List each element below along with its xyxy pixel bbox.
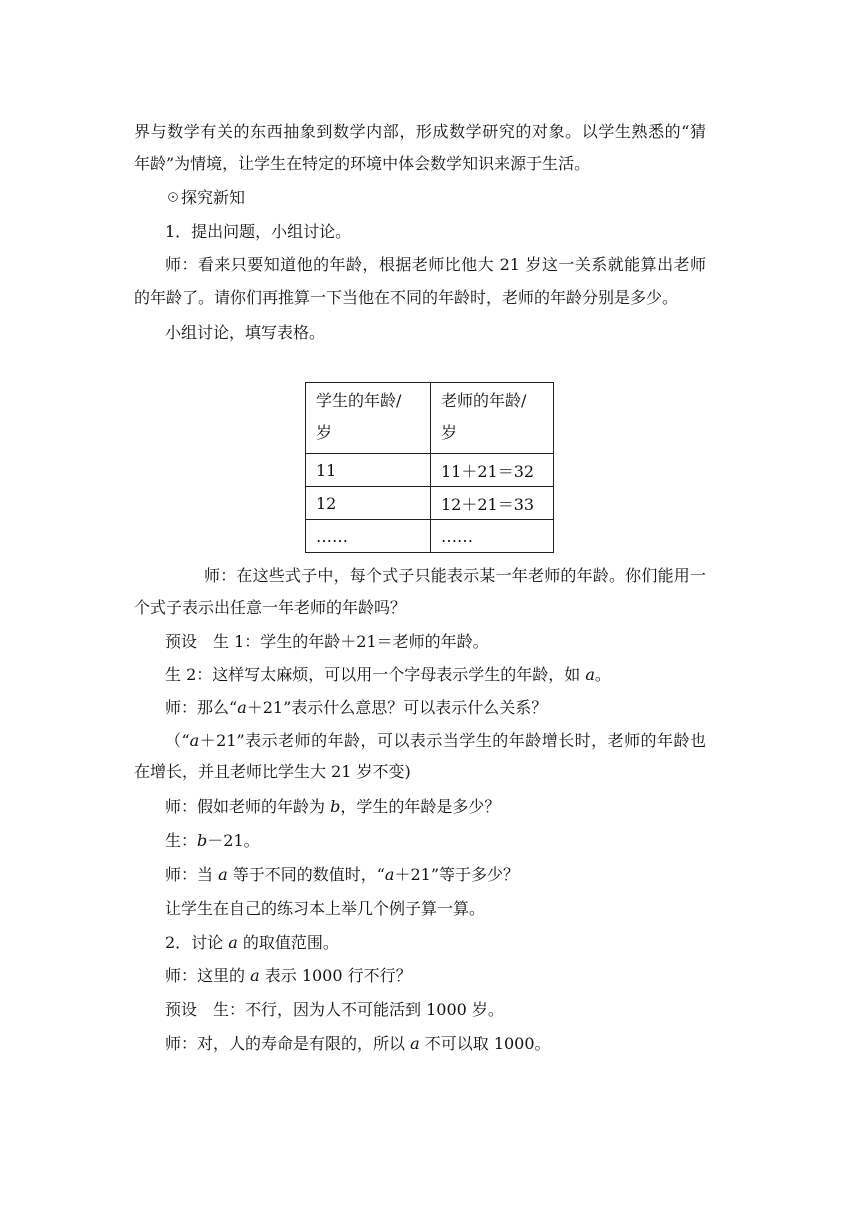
table-header-cell: [306, 383, 431, 454]
paragraph-line: [165, 830, 260, 852]
paragraph-line: [165, 730, 706, 752]
paragraph-line: 界与数学有关的东西抽象到数学内部，形成数学研究的对象。以学生熟悉的“猜: [134, 122, 706, 141]
paragraph-line: 小组讨论，填写表格。: [165, 323, 326, 342]
text-span: 等于不同的数值时，“: [227, 865, 385, 884]
paragraph-line: 的年龄了。请你们再推算一下当他在不同的年龄时，老师的年龄分别是多少。: [134, 288, 679, 307]
text-span: 师：假如老师的年龄为: [165, 797, 331, 816]
variable: a: [410, 1034, 420, 1053]
paragraph-line: [165, 664, 611, 686]
table-cell: 12＋21＝33: [431, 487, 554, 520]
paragraph-line: 预设 生 1：学生的年龄＋21＝老师的年龄。: [165, 632, 489, 651]
paragraph-line: [165, 796, 500, 818]
text-span: 生 2：这样写太麻烦，可以用一个字母表示学生的年龄，如: [165, 665, 586, 684]
table-cell: ……: [431, 520, 554, 553]
variable: a: [189, 731, 200, 750]
paragraph-line: 个式子表示出任意一年老师的年龄吗？: [134, 598, 407, 617]
table-cell: 11＋21＝32: [431, 454, 554, 487]
text-span: ＋21”等于多少？: [394, 865, 520, 884]
variable: a: [218, 865, 228, 884]
table-row: [306, 520, 554, 553]
subsection-heading: [165, 932, 339, 954]
text-span: 师：那么“: [165, 698, 238, 717]
table-cell: 11: [306, 454, 431, 487]
section-heading: ☉探究新知: [165, 188, 246, 207]
paragraph-line: [165, 965, 412, 987]
header-text: 岁: [441, 423, 458, 442]
paragraph-line: [165, 1033, 551, 1055]
table-header-row: [306, 383, 554, 454]
text-span: 2．讨论: [165, 933, 229, 952]
text-span: －21。: [207, 831, 260, 850]
text-span: 不可以取 1000。: [419, 1034, 551, 1053]
variable: b: [330, 797, 341, 816]
variable: b: [197, 831, 208, 850]
paragraph-line: 师：看来只要知道他的年龄，根据老师比他大 21 岁这一关系就能算出老师: [165, 255, 706, 274]
variable: a: [585, 665, 595, 684]
paragraph-line: [165, 697, 547, 719]
text-span: 生：: [165, 831, 198, 850]
variable: a: [228, 933, 238, 952]
table-header-cell: [431, 383, 554, 454]
text-span: （“: [165, 731, 190, 750]
paragraph-line: [165, 864, 519, 886]
paragraph-line: 年龄”为情境，让学生在特定的环境中体会数学知识来源于生活。: [134, 154, 591, 173]
text-span: ＋21”表示什么意思？可以表示什么关系？: [246, 698, 548, 717]
variable: a: [237, 698, 247, 717]
table-cell: 12: [306, 487, 431, 520]
text-span: ＋21”表示老师的年龄，可以表示当学生的年龄增长时，老师的年龄也: [199, 731, 706, 750]
table-row: [306, 487, 554, 520]
paragraph-line: 预设 生：不行，因为人不可能活到 1000 岁。: [165, 1000, 504, 1019]
header-text: 老师的年龄/: [441, 391, 527, 410]
variable: a: [250, 966, 260, 985]
paragraph-line: 师：在这些式子中，每个式子只能表示某一年老师的年龄。你们能用一: [204, 566, 706, 585]
text-span: 的取值范围。: [237, 933, 339, 952]
paragraph-line: 在增长，并且老师比学生大 21 岁不变): [134, 762, 411, 781]
text-span: 师：这里的: [165, 966, 251, 985]
text-span: 表示 1000 行不行？: [259, 966, 412, 985]
paragraph-line: 让学生在自己的练习本上举几个例子算一算。: [165, 899, 486, 918]
text-span: ，学生的年龄是多少？: [340, 797, 501, 816]
text-span: 师：当: [165, 865, 219, 884]
subsection-heading: 1．提出问题，小组讨论。: [165, 222, 352, 241]
variable: a: [384, 865, 395, 884]
text-span: 师：对，人的寿命是有限的，所以: [165, 1034, 411, 1053]
table-cell: ……: [306, 520, 431, 553]
age-table: [305, 382, 554, 553]
table-row: [306, 454, 554, 487]
header-text: 学生的年龄/: [316, 391, 402, 410]
text-span: 。: [594, 665, 611, 684]
header-text: 岁: [316, 423, 333, 442]
